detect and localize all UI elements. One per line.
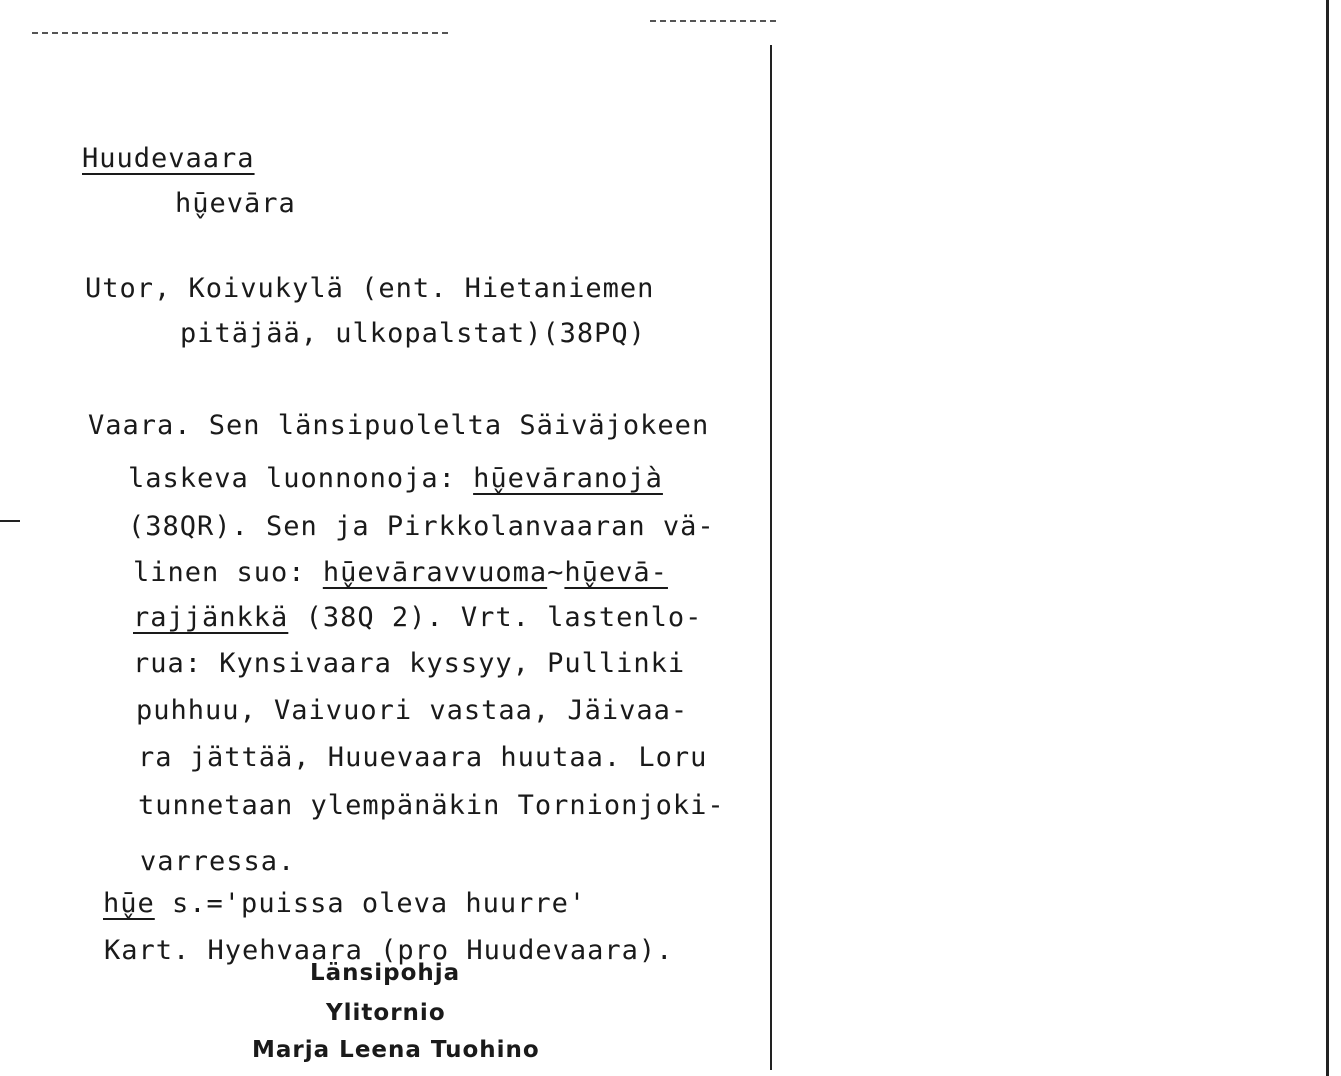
- left-margin-tick: [0, 520, 20, 522]
- entry-heading: Huudevaara: [82, 143, 255, 174]
- body-line-10: varressa.: [140, 846, 296, 877]
- note-line: [103, 888, 586, 919]
- top-edge-mark: [32, 32, 452, 34]
- scan-edge-line: [1326, 0, 1329, 1076]
- phonetic-form: hū̬evāranojà: [473, 463, 663, 494]
- map-reference: Kart. Hyehvaara (pro Huudevaara).: [104, 935, 674, 966]
- body-line-3: (38QR). Sen ja Pirkkolanvaaran vä-: [128, 511, 715, 542]
- card-divider-line: [770, 45, 772, 1070]
- location-line-2: pitäjää, ulkopalstat)(38PQ): [180, 318, 646, 349]
- location-line-1: Utor, Koivukylä (ent. Hietaniemen: [85, 273, 655, 304]
- stamp-collector: Marja Leena Tuohino: [252, 1037, 540, 1063]
- top-edge-mark-right: [650, 20, 780, 22]
- body-text: laskeva luonnonoja:: [128, 463, 474, 494]
- variant-tilde: ~: [547, 557, 565, 588]
- phonetic-form: hū̬evāra: [175, 188, 296, 219]
- phonetic-form: rajjänkkä: [133, 602, 289, 633]
- phonetic-form: hū̬e: [103, 888, 155, 919]
- body-line-7: puhhuu, Vaivuori vastaa, Jäivaa-: [136, 695, 689, 726]
- body-text: linen suo:: [133, 557, 323, 588]
- body-line-1: Vaara. Sen länsipuolelta Säiväjokeen: [88, 410, 710, 441]
- body-line-8: ra jättää, Huuevaara huutaa. Loru: [138, 742, 708, 773]
- body-line-4: [133, 557, 668, 588]
- note-text: s.='puissa oleva huurre': [154, 888, 587, 919]
- phonetic-form: hū̬evā-: [564, 557, 668, 588]
- body-line-9: tunnetaan ylempänäkin Tornionjoki-: [138, 790, 725, 821]
- body-line-6: rua: Kynsivaara kyssyy, Pullinki: [133, 648, 686, 679]
- stamp-region: Länsipohja: [310, 960, 461, 986]
- phonetic-form: hū̬evāravvuoma: [322, 557, 548, 588]
- body-text: (38Q 2). Vrt. lastenlo-: [288, 602, 703, 633]
- stamp-parish: Ylitornio: [326, 1000, 446, 1026]
- body-line-2: [128, 463, 663, 494]
- body-line-5: [133, 602, 702, 633]
